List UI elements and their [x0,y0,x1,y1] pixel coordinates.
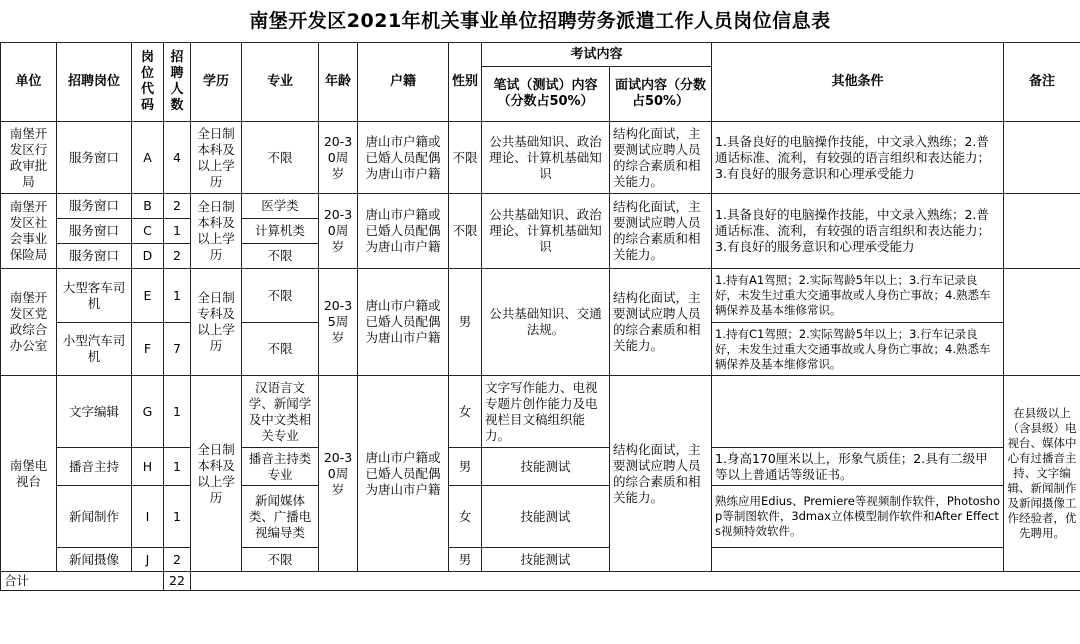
table-row [1,486,1080,548]
remark-cell [1004,122,1080,194]
header-major: 专业 [242,43,319,122]
position-cell: 播音主持 [57,448,132,486]
header-gender: 性别 [449,43,482,122]
code-cell: B [132,194,164,219]
header-code: 岗位代码 [132,43,164,122]
gender-cell: 女 [449,376,482,448]
age-cell: 20-30周岁 [319,194,358,269]
unit-cell: 南堡开发区社会事业保险局 [1,194,57,269]
written-cell: 文字写作能力、电视专题片创作能力及电视栏目文稿组织能力。 [482,376,610,448]
gender-cell: 女 [449,486,482,548]
position-cell: 服务窗口 [57,194,132,219]
hukou-cell: 唐山市户籍或已婚人员配偶为唐山市户籍 [358,122,449,194]
code-cell: F [132,323,164,376]
other-cell: 1.具备良好的电脑操作技能，中文录入熟练；2.普通话标准、流利，有较强的语言组织和表达能力；3.有良好的服务意识和心理承受能力 [712,122,1004,194]
other-cell [712,376,1004,448]
written-cell: 技能测试 [482,486,610,548]
code-cell: G [132,376,164,448]
table-row [1,269,1080,323]
major-cell: 不限 [242,269,319,323]
table-row [1,376,1080,448]
education-cell: 全日制本科及以上学历 [191,122,242,194]
total-count: 22 [164,572,191,591]
age-cell: 20-30周岁 [319,122,358,194]
table-row [1,448,1080,486]
code-cell: A [132,122,164,194]
table-row [1,194,1080,219]
written-cell: 公共基础知识、政治理论、计算机基础知识 [482,122,610,194]
major-cell: 播音主持类专业 [242,448,319,486]
count-cell: 1 [164,448,191,486]
other-cell: 1.具备良好的电脑操作技能，中文录入熟练；2.普通话标准、流利，有较强的语言组织和表达能力；3.有良好的服务意识和心理承受能力 [712,194,1004,269]
total-row [1,572,1080,591]
other-cell: 1.身高170厘米以上，形象气质佳；2.具有二级甲等以上普通话等级证书。 [712,448,1004,486]
unit-cell: 南堡开发区行政审批局 [1,122,57,194]
header-age: 年龄 [319,43,358,122]
gender-cell: 男 [449,448,482,486]
interview-cell: 结构化面试，主要测试应聘人员的综合素质和相关能力。 [610,122,712,194]
interview-cell: 结构化面试，主要测试应聘人员的综合素质和相关能力。 [610,269,712,376]
count-cell: 2 [164,194,191,219]
unit-cell: 南堡开发区党政综合办公室 [1,269,57,376]
header-unit: 单位 [1,43,57,122]
count-cell: 2 [164,244,191,269]
major-cell: 医学类 [242,194,319,219]
header-other: 其他条件 [712,43,1004,122]
count-cell: 1 [164,376,191,448]
age-cell: 20-30周岁 [319,376,358,572]
interview-cell: 结构化面试，主要测试应聘人员的综合素质和相关能力。 [610,194,712,269]
major-cell: 计算机类 [242,219,319,244]
table-row [1,548,1080,572]
other-cell: 1.持有A1驾照；2.实际驾龄5年以上；3.行车记录良好，未发生过重大交通事故或人身伤亡事故；4.熟悉车辆保养及基本维修常识。 [712,269,1004,323]
other-cell: 熟练应用Edius、Premiere等视频制作软件，Photoshop等制图软件，3dmax立体模型制作软件和After Effects视频特效软件。 [712,486,1004,548]
code-cell: J [132,548,164,572]
major-cell: 汉语言文学、新闻学及中文类相关专业 [242,376,319,448]
written-cell: 技能测试 [482,448,610,486]
education-cell: 全日制专科及以上学历 [191,269,242,376]
interview-cell: 结构化面试，主要测试应聘人员的综合素质和相关能力。 [610,376,712,572]
age-cell: 20-35周岁 [319,269,358,376]
position-cell: 新闻制作 [57,486,132,548]
education-cell: 全日制本科及以上学历 [191,194,242,269]
count-cell: 2 [164,548,191,572]
gender-cell: 男 [449,548,482,572]
header-remark: 备注 [1004,43,1080,122]
page-title: 南堡开发区2021年机关事业单位招聘劳务派遣工作人员岗位信息表 [249,10,831,32]
position-cell: 服务窗口 [57,244,132,269]
header-position: 招聘岗位 [57,43,132,122]
major-cell: 不限 [242,548,319,572]
remark-cell [1004,194,1080,269]
major-cell: 新闻媒体类、广播电视编导类 [242,486,319,548]
positions-table [0,42,1080,591]
other-cell [712,548,1004,572]
header-count: 招聘人数 [164,43,191,122]
major-cell: 不限 [242,244,319,269]
major-cell: 不限 [242,323,319,376]
gender-cell: 不限 [449,122,482,194]
written-cell: 公共基础知识、政治理论、计算机基础知识 [482,194,610,269]
count-cell: 1 [164,486,191,548]
hukou-cell: 唐山市户籍或已婚人员配偶为唐山市户籍 [358,194,449,269]
position-cell: 小型汽车司机 [57,323,132,376]
total-filler [191,572,1080,591]
code-cell: C [132,219,164,244]
header-hukou: 户籍 [358,43,449,122]
header-row-1 [1,43,1080,67]
count-cell: 1 [164,269,191,323]
code-cell: E [132,269,164,323]
header-education: 学历 [191,43,242,122]
other-cell: 1.持有C1驾照；2.实际驾龄5年以上；3.行车记录良好，未发生过重大交通事故或人身伤亡事故；4.熟悉车辆保养及基本维修常识。 [712,323,1004,376]
hukou-cell: 唐山市户籍或已婚人员配偶为唐山市户籍 [358,376,449,572]
gender-cell: 男 [449,269,482,376]
position-cell: 服务窗口 [57,219,132,244]
position-cell: 新闻摄像 [57,548,132,572]
code-cell: D [132,244,164,269]
major-cell: 不限 [242,122,319,194]
total-label: 合计 [1,572,164,591]
header-interview: 面试内容（分数占50%） [610,67,712,122]
education-cell: 全日制本科及以上学历 [191,376,242,572]
position-cell: 文字编辑 [57,376,132,448]
count-cell: 1 [164,219,191,244]
written-cell: 技能测试 [482,548,610,572]
position-cell: 大型客车司机 [57,269,132,323]
gender-cell: 不限 [449,194,482,269]
written-cell: 公共基础知识、交通法规。 [482,269,610,376]
unit-cell: 南堡电视台 [1,376,57,572]
code-cell: I [132,486,164,548]
code-cell: H [132,448,164,486]
remark-cell [1004,269,1080,376]
header-written: 笔试（测试）内容（分数占50%） [482,67,610,122]
remark-cell: 在县级以上（含县级）电视台、媒体中心有过播音主持、文字编辑、新闻制作及新闻摄像工作经验者，优先聘用。 [1004,376,1080,572]
count-cell: 4 [164,122,191,194]
position-cell: 服务窗口 [57,122,132,194]
header-exam: 考试内容 [482,43,712,67]
table-row [1,122,1080,194]
count-cell: 7 [164,323,191,376]
hukou-cell: 唐山市户籍或已婚人员配偶为唐山市户籍 [358,269,449,376]
